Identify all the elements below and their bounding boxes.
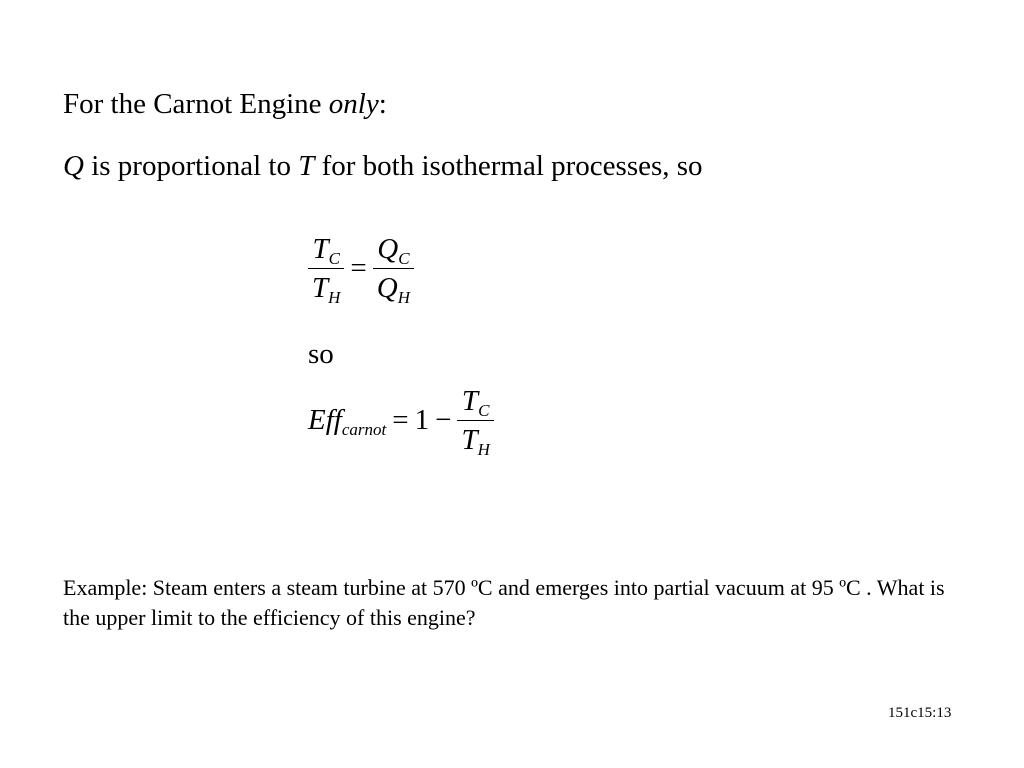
fraction-bar xyxy=(457,420,493,421)
equals-sign: = xyxy=(350,252,367,284)
var-q: Q xyxy=(63,150,84,182)
fraction-numerator: $T_C$ xyxy=(312,233,340,268)
fraction-qc-qh xyxy=(373,232,414,305)
fraction-numerator: $Q_C$ xyxy=(377,233,410,268)
statement-text-1: is proportional to xyxy=(83,150,299,182)
efficiency-lhs: Eff$_{carnot}$ xyxy=(308,404,387,439)
statement-text-2: for both isothermal processes, so xyxy=(314,150,703,182)
example-problem: Example: Steam enters a steam turbine at 570 ºC and emerges into partial vacuum at 95 ºC . What is the upper limit to the efficiency of this engine? xyxy=(63,575,945,630)
connector-so: so xyxy=(308,338,334,370)
heading-prefix: For the Carnot Engine xyxy=(63,88,329,120)
heading-suffix: : xyxy=(378,88,387,120)
fraction-denominator: $T_H$ xyxy=(312,272,341,307)
heading-emphasis: only xyxy=(328,88,379,120)
fraction-denominator: $Q_H$ xyxy=(376,272,411,307)
one: 1 xyxy=(414,404,430,436)
equation-carnot-efficiency xyxy=(308,384,494,457)
fraction-denominator: $T_H$ xyxy=(461,424,490,459)
fraction-bar xyxy=(373,268,414,269)
equals-sign: = xyxy=(392,404,409,436)
fraction-numerator: $T_C$ xyxy=(461,385,490,420)
var-t: T xyxy=(298,150,315,182)
fraction-tc-th xyxy=(457,384,493,457)
fraction-bar xyxy=(308,268,344,269)
statement xyxy=(63,148,703,184)
slide-footer-id: 151c15:13 xyxy=(888,705,952,721)
heading xyxy=(63,86,387,122)
fraction-tc-th xyxy=(308,232,344,305)
equation-temperature-heat-ratio xyxy=(308,232,414,305)
minus-sign: − xyxy=(435,404,452,436)
